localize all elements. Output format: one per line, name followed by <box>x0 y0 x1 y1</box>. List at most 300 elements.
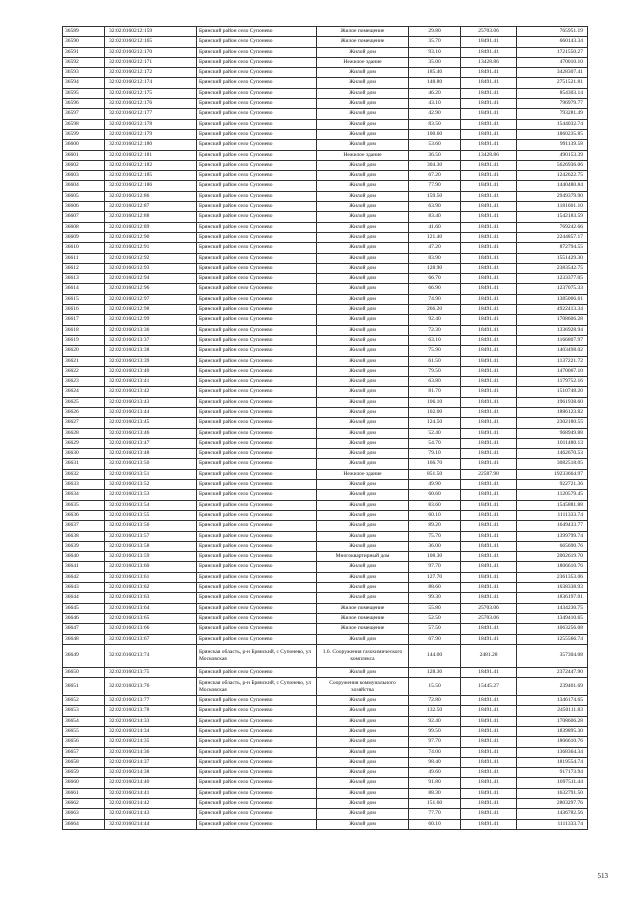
cadastral-value-cell: 1399799.74 <box>517 531 588 541</box>
cadastral-value-cell: 2302180.55 <box>517 418 588 428</box>
upks-cell: 18491.41 <box>461 562 517 572</box>
row-number-cell: 36609 <box>63 232 105 242</box>
cadastral-number-cell: 32:02:0160213:64 <box>105 603 197 613</box>
table-row <box>63 315 588 325</box>
area-cell: 66.90 <box>409 284 461 294</box>
purpose-cell: Жилой дом <box>317 315 409 325</box>
table-row <box>63 613 588 623</box>
cadastral-value-cell: 2244857.17 <box>517 232 588 242</box>
address-cell: Брянский район село Супонево <box>197 727 317 737</box>
table-row <box>63 119 588 129</box>
area-cell: 108.30 <box>409 552 461 562</box>
cadastral-value-cell: 2372447.90 <box>517 667 588 677</box>
address-cell: Брянский район село Супонево <box>197 129 317 139</box>
cadastral-value-cell: 793281.49 <box>517 109 588 119</box>
purpose-cell: Жилой дом <box>317 243 409 253</box>
upks-cell: 18491.41 <box>461 119 517 129</box>
address-cell: Брянский район село Супонево <box>197 68 317 78</box>
purpose-cell: Жилой дом <box>317 696 409 706</box>
row-number-cell: 36635 <box>63 500 105 510</box>
area-cell: 60.10 <box>409 819 461 829</box>
row-number-cell: 36631 <box>63 459 105 469</box>
cadastral-number-cell: 32:02:0160212:93 <box>105 263 197 273</box>
cadastral-number-cell: 32:02:0160214:37 <box>105 757 197 767</box>
address-cell: Брянский район село Супонево <box>197 500 317 510</box>
cadastral-number-cell: 32:02:0160212:179 <box>105 129 197 139</box>
purpose-cell: Жилой дом <box>317 294 409 304</box>
row-number-cell: 36606 <box>63 202 105 212</box>
purpose-cell: Жилой дом <box>317 667 409 677</box>
area-cell: 88.60 <box>409 583 461 593</box>
purpose-cell: Жилой дом <box>317 140 409 150</box>
upks-cell: 18491.41 <box>461 212 517 222</box>
purpose-cell: Жилое помещение <box>317 27 409 37</box>
area-cell: 55.80 <box>409 603 461 613</box>
area-cell: 75.90 <box>409 346 461 356</box>
row-number-cell: 36603 <box>63 171 105 181</box>
purpose-cell: Жилой дом <box>317 366 409 376</box>
row-number-cell: 36608 <box>63 222 105 232</box>
cadastral-value-cell: 1436782.56 <box>517 809 588 819</box>
row-number-cell: 36641 <box>63 562 105 572</box>
cadastral-value-cell: 1697511.44 <box>517 778 588 788</box>
purpose-cell: Жилой дом <box>317 809 409 819</box>
row-number-cell: 36620 <box>63 346 105 356</box>
row-number-cell: 36657 <box>63 747 105 757</box>
row-number-cell: 36638 <box>63 531 105 541</box>
area-cell: 63.90 <box>409 202 461 212</box>
area-cell: 106.10 <box>409 397 461 407</box>
purpose-cell: Жилое помещение <box>317 37 409 47</box>
cadastral-value-cell: 1708606.28 <box>517 315 588 325</box>
row-number-cell: 36623 <box>63 377 105 387</box>
upks-cell: 18491.41 <box>461 253 517 263</box>
cadastral-value-cell: 1836197.01 <box>517 593 588 603</box>
upks-cell: 18491.41 <box>461 490 517 500</box>
cadastral-value-cell: 1179752.16 <box>517 377 588 387</box>
upks-cell: 13428.86 <box>461 150 517 160</box>
purpose-cell: Жилое помещение <box>317 613 409 623</box>
table-row <box>63 346 588 356</box>
purpose-cell: Жилой дом <box>317 99 409 109</box>
address-cell: Брянский район село Супонево <box>197 510 317 520</box>
table-row <box>63 541 588 551</box>
cadastral-number-cell: 32:02:0160213:65 <box>105 613 197 623</box>
cadastral-value-cell: 991139.58 <box>517 140 588 150</box>
table-row <box>63 716 588 726</box>
address-cell: Брянский район село Супонево <box>197 99 317 109</box>
purpose-cell: Жилой дом <box>317 521 409 531</box>
area-cell: 60.60 <box>409 490 461 500</box>
area-cell: 79.10 <box>409 449 461 459</box>
area-cell: 54.70 <box>409 438 461 448</box>
table-row <box>63 284 588 294</box>
address-cell: Брянский район село Супонево <box>197 418 317 428</box>
cadastral-value-cell: 1181601.10 <box>517 202 588 212</box>
row-number-cell: 36615 <box>63 294 105 304</box>
upks-cell: 18491.41 <box>461 778 517 788</box>
address-cell: Брянский район село Супонево <box>197 150 317 160</box>
area-cell: 67.20 <box>409 171 461 181</box>
upks-cell: 18491.41 <box>461 428 517 438</box>
upks-cell: 18491.41 <box>461 583 517 593</box>
row-number-cell: 36663 <box>63 809 105 819</box>
cadastral-value-cell: 470010.10 <box>517 57 588 67</box>
table-row <box>63 78 588 88</box>
area-cell: 102.00 <box>409 407 461 417</box>
address-cell: Брянский район село Супонево <box>197 232 317 242</box>
area-cell: 35.70 <box>409 37 461 47</box>
row-number-cell: 36617 <box>63 315 105 325</box>
row-number-cell: 36590 <box>63 37 105 47</box>
upks-cell: 18491.41 <box>461 181 517 191</box>
row-number-cell: 36645 <box>63 603 105 613</box>
area-cell: 42.90 <box>409 109 461 119</box>
upks-cell: 18491.41 <box>461 809 517 819</box>
purpose-cell: Жилой дом <box>317 510 409 520</box>
address-cell: Брянский район село Супонево <box>197 757 317 767</box>
row-number-cell: 36658 <box>63 757 105 767</box>
address-cell: Брянский район село Супонево <box>197 212 317 222</box>
table-row <box>63 377 588 387</box>
cadastral-value-cell: 4922413.34 <box>517 305 588 315</box>
address-cell: Брянский район село Супонево <box>197 397 317 407</box>
table-row <box>63 696 588 706</box>
address-cell: Брянский район село Супонево <box>197 253 317 263</box>
address-cell: Брянский район село Супонево <box>197 552 317 562</box>
cadastral-value-cell: 1638338.93 <box>517 583 588 593</box>
address-cell: Брянский район село Супонево <box>197 160 317 170</box>
purpose-cell: Нежилое здание <box>317 469 409 479</box>
row-number-cell: 36651 <box>63 678 105 696</box>
cadastral-value-cell: 3082518.05 <box>517 459 588 469</box>
area-cell: 57.50 <box>409 624 461 634</box>
row-number-cell: 36660 <box>63 778 105 788</box>
cadastral-number-cell: 32:02:0160212:172 <box>105 68 197 78</box>
cadastral-value-cell: 2450111.83 <box>517 706 588 716</box>
cadastral-number-cell: 32:02:0160213:55 <box>105 510 197 520</box>
table-row <box>63 109 588 119</box>
purpose-cell: Жилой дом <box>317 263 409 273</box>
address-cell: Брянский район село Супонево <box>197 387 317 397</box>
row-number-cell: 36632 <box>63 469 105 479</box>
row-number-cell: 36602 <box>63 160 105 170</box>
purpose-cell: Жилой дом <box>317 562 409 572</box>
area-cell: 127.70 <box>409 572 461 582</box>
table-row <box>63 99 588 109</box>
cadastral-number-cell: 32:02:0160213:43 <box>105 397 197 407</box>
address-cell: Брянский район село Супонево <box>197 181 317 191</box>
cadastral-value-cell: 1233377.05 <box>517 274 588 284</box>
table-row <box>63 243 588 253</box>
row-number-cell: 36642 <box>63 572 105 582</box>
cadastral-number-cell: 32:02:0160212:174 <box>105 78 197 88</box>
cadastral-value-cell: 660143.34 <box>517 37 588 47</box>
cadastral-value-cell: 1346174.65 <box>517 696 588 706</box>
area-cell: 49.90 <box>409 480 461 490</box>
cadastral-value-cell: 1137221.72 <box>517 356 588 366</box>
cadastral-number-cell: 32:02:0160213:48 <box>105 449 197 459</box>
cadastral-number-cell: 32:02:0160214:33 <box>105 716 197 726</box>
purpose-cell: Жилой дом <box>317 305 409 315</box>
row-number-cell: 36639 <box>63 541 105 551</box>
address-cell: Брянский район село Супонево <box>197 624 317 634</box>
upks-cell: 18491.41 <box>461 593 517 603</box>
cadastral-number-cell: 32:02:0160213:39 <box>105 356 197 366</box>
cadastral-value-cell: 1434230.75 <box>517 603 588 613</box>
table-row <box>63 757 588 767</box>
area-cell: 81.70 <box>409 387 461 397</box>
row-number-cell: 36664 <box>63 819 105 829</box>
cadastral-number-cell: 32:02:0160212:99 <box>105 315 197 325</box>
cadastral-number-cell: 32:02:0160212:91 <box>105 243 197 253</box>
cadastral-number-cell: 32:02:0160212:186 <box>105 181 197 191</box>
cadastral-value-cell: 1708606.28 <box>517 716 588 726</box>
upks-cell: 18491.41 <box>461 68 517 78</box>
area-cell: 92.40 <box>409 716 461 726</box>
upks-cell: 18491.41 <box>461 202 517 212</box>
table-row <box>63 202 588 212</box>
cadastral-value-cell: 1111333.74 <box>517 819 588 829</box>
area-cell: 92.40 <box>409 315 461 325</box>
table-row <box>63 531 588 541</box>
row-number-cell: 36621 <box>63 356 105 366</box>
upks-cell: 18491.41 <box>461 346 517 356</box>
area-cell: 88.30 <box>409 788 461 798</box>
cadastral-number-cell: 32:02:0160213:78 <box>105 706 197 716</box>
cadastral-value-cell: 1886123.82 <box>517 407 588 417</box>
table-row <box>63 387 588 397</box>
cadastral-number-cell: 32:02:0160212:178 <box>105 119 197 129</box>
table-row <box>63 212 588 222</box>
purpose-cell: Многоквартирный дом <box>317 552 409 562</box>
cadastral-table-page <box>62 26 587 830</box>
purpose-cell: Нежилое здание <box>317 150 409 160</box>
area-cell: 72.80 <box>409 696 461 706</box>
purpose-cell: Жилой дом <box>317 356 409 366</box>
row-number-cell: 36605 <box>63 191 105 201</box>
upks-cell: 18491.41 <box>461 78 517 88</box>
upks-cell: 18491.41 <box>461 129 517 139</box>
cadastral-number-cell: 32:02:0160213:44 <box>105 407 197 417</box>
cadastral-value-cell: 1237075.33 <box>517 284 588 294</box>
area-cell: 159.50 <box>409 191 461 201</box>
table-row <box>63 274 588 284</box>
upks-cell: 18491.41 <box>461 387 517 397</box>
area-cell: 63.10 <box>409 335 461 345</box>
row-number-cell: 36653 <box>63 706 105 716</box>
table-row <box>63 305 588 315</box>
purpose-cell: Жилой дом <box>317 181 409 191</box>
cadastral-number-cell: 32:02:0160213:40 <box>105 366 197 376</box>
purpose-cell: Жилой дом <box>317 799 409 809</box>
purpose-cell: Жилое помещение <box>317 624 409 634</box>
purpose-cell: Жилой дом <box>317 191 409 201</box>
upks-cell: 2481.28 <box>461 644 517 667</box>
area-cell: 89.20 <box>409 521 461 531</box>
address-cell: Брянский район село Супонево <box>197 778 317 788</box>
address-cell: Брянский район село Супонево <box>197 428 317 438</box>
address-cell: Брянский район село Супонево <box>197 407 317 417</box>
cadastral-value-cell: 922721.36 <box>517 480 588 490</box>
address-cell: Брянский район село Супонево <box>197 706 317 716</box>
cadastral-value-cell: 1336928.94 <box>517 325 588 335</box>
purpose-cell: Жилой дом <box>317 109 409 119</box>
cadastral-number-cell: 32:02:0160214:43 <box>105 809 197 819</box>
purpose-cell: Жилой дом <box>317 68 409 78</box>
purpose-cell: Жилой дом <box>317 593 409 603</box>
upks-cell: 18491.41 <box>461 531 517 541</box>
upks-cell: 18491.41 <box>461 305 517 315</box>
cadastral-number-cell: 32:02:0160214:38 <box>105 768 197 778</box>
row-number-cell: 36647 <box>63 624 105 634</box>
cadastral-number-cell: 32:02:0160212:90 <box>105 232 197 242</box>
area-cell: 83.90 <box>409 253 461 263</box>
table-row <box>63 222 588 232</box>
purpose-cell: Жилой дом <box>317 346 409 356</box>
table-row <box>63 500 588 510</box>
table-row <box>63 356 588 366</box>
table-row <box>63 88 588 98</box>
table-row <box>63 727 588 737</box>
table-row <box>63 768 588 778</box>
cadastral-number-cell: 32:02:0160213:77 <box>105 696 197 706</box>
upks-cell: 18491.41 <box>461 407 517 417</box>
cadastral-number-cell: 32:02:0160213:54 <box>105 500 197 510</box>
area-cell: 144.00 <box>409 644 461 667</box>
area-cell: 15.50 <box>409 678 461 696</box>
purpose-cell: Жилой дом <box>317 778 409 788</box>
cadastral-value-cell: 968949.88 <box>517 428 588 438</box>
row-number-cell: 36630 <box>63 449 105 459</box>
purpose-cell: Жилой дом <box>317 747 409 757</box>
address-cell: Брянский район село Супонево <box>197 305 317 315</box>
table-row <box>63 624 588 634</box>
purpose-cell: Жилой дом <box>317 407 409 417</box>
upks-cell: 18491.41 <box>461 819 517 829</box>
table-row <box>63 366 588 376</box>
upks-cell: 18491.41 <box>461 438 517 448</box>
upks-cell: 18491.41 <box>461 232 517 242</box>
cadastral-number-cell: 32:02:0160212:175 <box>105 88 197 98</box>
cadastral-value-cell: 1544032.74 <box>517 119 588 129</box>
cadastral-value-cell: 1860235.85 <box>517 129 588 139</box>
purpose-cell: Жилое помещение <box>317 603 409 613</box>
table-row <box>63 819 588 829</box>
address-cell: Брянский район село Супонево <box>197 438 317 448</box>
row-number-cell: 36636 <box>63 510 105 520</box>
upks-cell: 18491.41 <box>461 757 517 767</box>
area-cell: 100.60 <box>409 129 461 139</box>
address-cell: Брянский район село Супонево <box>197 634 317 644</box>
row-number-cell: 36625 <box>63 397 105 407</box>
cadastral-number-cell: 32:02:0160213:59 <box>105 552 197 562</box>
area-cell: 49.60 <box>409 768 461 778</box>
purpose-cell: Жилой дом <box>317 397 409 407</box>
row-number-cell: 36611 <box>63 253 105 263</box>
table-row <box>63 181 588 191</box>
row-number-cell: 36601 <box>63 150 105 160</box>
table-row <box>63 788 588 798</box>
purpose-cell: Жилой дом <box>317 438 409 448</box>
cadastral-value-cell: 2383542.75 <box>517 263 588 273</box>
area-cell: 99.50 <box>409 727 461 737</box>
address-cell: Брянская область, р-н Брянский, с Супонево, ул Московская <box>197 678 317 696</box>
cadastral-number-cell: 32:02:0160213:51 <box>105 469 197 479</box>
purpose-cell: 1.6. Сооружения газохимического комплекса <box>317 644 409 667</box>
upks-cell: 25703.06 <box>461 27 517 37</box>
address-cell: Брянский район село Супонево <box>197 603 317 613</box>
table-row <box>63 706 588 716</box>
table-row <box>63 418 588 428</box>
address-cell: Брянский район село Супонево <box>197 768 317 778</box>
address-cell: Брянский район село Супонево <box>197 490 317 500</box>
cadastral-number-cell: 32:02:0160212:89 <box>105 222 197 232</box>
purpose-cell: Жилой дом <box>317 768 409 778</box>
row-number-cell: 36637 <box>63 521 105 531</box>
purpose-cell: Жилой дом <box>317 387 409 397</box>
address-cell: Брянский район село Супонево <box>197 562 317 572</box>
area-cell: 60.10 <box>409 510 461 520</box>
table-row <box>63 449 588 459</box>
address-cell: Брянский район село Супонево <box>197 667 317 677</box>
purpose-cell: Жилой дом <box>317 160 409 170</box>
row-number-cell: 36594 <box>63 78 105 88</box>
cadastral-number-cell: 32:02:0160212:98 <box>105 305 197 315</box>
area-cell: 121.40 <box>409 232 461 242</box>
row-number-cell: 36627 <box>63 418 105 428</box>
area-cell: 128.90 <box>409 263 461 273</box>
cadastral-number-cell: 32:02:0160212:180 <box>105 140 197 150</box>
upks-cell: 18491.41 <box>461 47 517 57</box>
table-row <box>63 140 588 150</box>
upks-cell: 18491.41 <box>461 315 517 325</box>
address-cell: Брянский район село Супонево <box>197 284 317 294</box>
area-cell: 266.20 <box>409 305 461 315</box>
row-number-cell: 36596 <box>63 99 105 109</box>
row-number-cell: 36659 <box>63 768 105 778</box>
cadastral-number-cell: 32:02:0160213:61 <box>105 572 197 582</box>
row-number-cell: 36656 <box>63 737 105 747</box>
cadastral-number-cell: 32:02:0160212:185 <box>105 171 197 181</box>
row-number-cell: 36640 <box>63 552 105 562</box>
table-row <box>63 263 588 273</box>
table-row <box>63 603 588 613</box>
address-cell: Брянский район село Супонево <box>197 171 317 181</box>
area-cell: 74.90 <box>409 294 461 304</box>
row-number-cell: 36633 <box>63 480 105 490</box>
cadastral-number-cell: 32:02:0160213:42 <box>105 387 197 397</box>
area-cell: 36.00 <box>409 541 461 551</box>
row-number-cell: 36626 <box>63 407 105 417</box>
row-number-cell: 36591 <box>63 47 105 57</box>
area-cell: 148.80 <box>409 78 461 88</box>
page-number: 513 <box>597 872 608 880</box>
upks-cell: 18491.41 <box>461 480 517 490</box>
upks-cell: 18491.41 <box>461 222 517 232</box>
area-cell: 124.50 <box>409 418 461 428</box>
area-cell: 79.50 <box>409 366 461 376</box>
row-number-cell: 36649 <box>63 644 105 667</box>
upks-cell: 13428.86 <box>461 57 517 67</box>
upks-cell: 18491.41 <box>461 541 517 551</box>
upks-cell: 18491.41 <box>461 397 517 407</box>
address-cell: Брянский район село Супонево <box>197 27 317 37</box>
address-cell: Брянский район село Супонево <box>197 335 317 345</box>
cadastral-value-cell: 1961938.60 <box>517 397 588 407</box>
table-row <box>63 27 588 37</box>
cadastral-value-cell: 1440480.84 <box>517 181 588 191</box>
